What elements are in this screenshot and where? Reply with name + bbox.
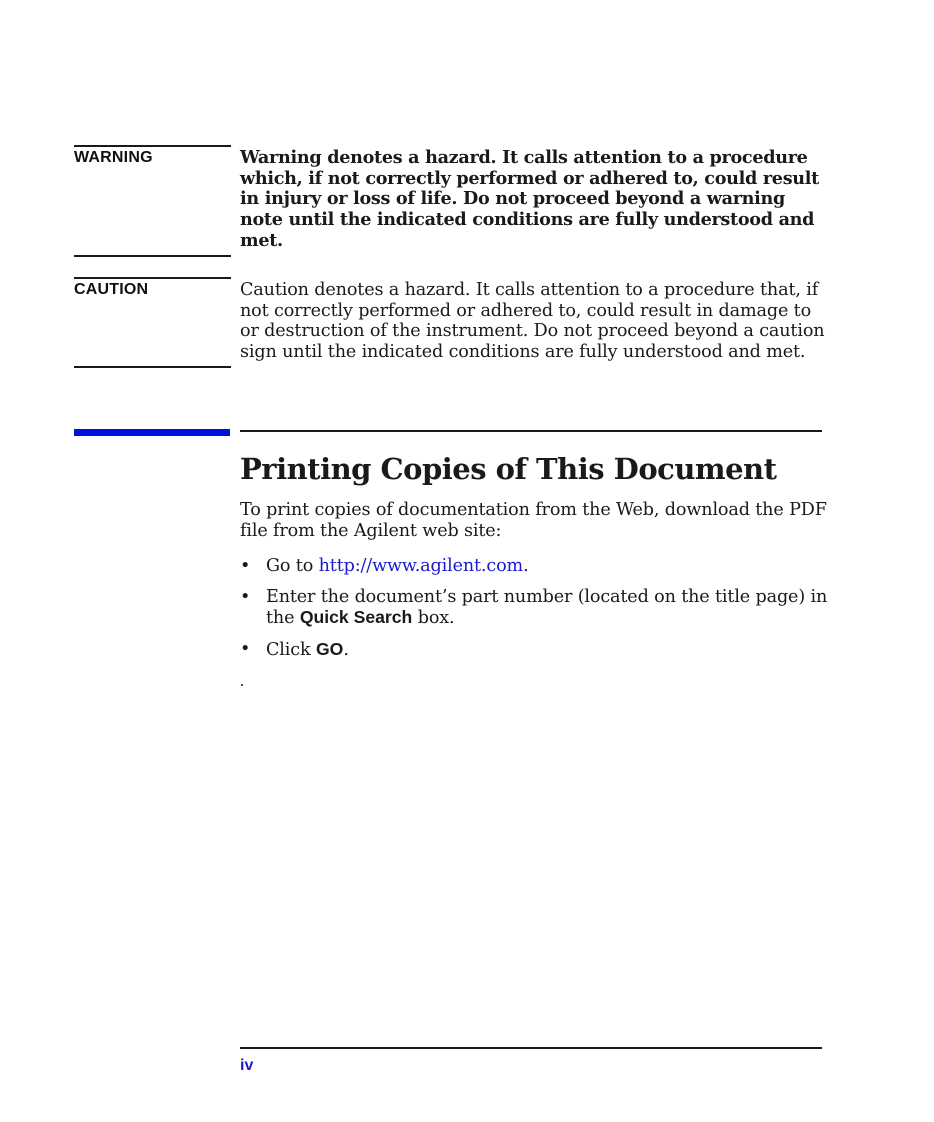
bullet-icon: •: [240, 556, 251, 576]
caution-top-rule: [74, 277, 231, 279]
stray-mark: [241, 684, 243, 686]
section-title: Printing Copies of This Document: [240, 452, 777, 486]
warning-label: WARNING: [74, 149, 153, 166]
caution-label: CAUTION: [74, 281, 149, 298]
go-term: GO: [315, 639, 344, 660]
list-item-prefix: Click: [266, 640, 316, 661]
list-item: [240, 587, 830, 629]
quick-search-term: Quick Search: [299, 607, 413, 628]
instruction-list: [240, 556, 830, 671]
list-item-prefix: Enter the document’s part number (located on the title page) in the: [266, 586, 828, 629]
list-item: [240, 556, 830, 577]
section-top-rule: [240, 430, 822, 432]
bullet-icon: •: [240, 639, 251, 660]
list-item-suffix: box.: [412, 608, 455, 629]
page-number: iv: [240, 1057, 254, 1074]
list-item-prefix: Go to: [266, 556, 319, 576]
agilent-website-link[interactable]: http://www.agilent.com: [318, 556, 524, 576]
warning-bottom-rule: [74, 255, 231, 257]
warning-top-rule: [74, 145, 231, 147]
section-intro: To print copies of documentation from the Web, download the PDF file from the Agilent web site:: [240, 500, 827, 541]
section-accent-bar: [74, 429, 230, 436]
caution-text: Caution denotes a hazard. It calls attention to a procedure that, if not correctly performed or adhered to, could result in damage to or destruction of the instrument. Do not proceed beyond a caution sign until the indicated conditions are fully understood and met.: [240, 280, 825, 363]
bullet-icon: •: [240, 586, 251, 607]
list-item: [240, 639, 830, 661]
list-item-suffix: .: [343, 640, 349, 661]
caution-bottom-rule: [74, 366, 231, 368]
list-item-suffix: .: [523, 556, 529, 576]
warning-text: Warning denotes a hazard. It calls attention to a procedure which, if not correctly performed or adhered to, could result in injury or loss of life. Do not proceed beyond a warning note until the indicated conditions are fully understood and met.: [240, 147, 819, 251]
footer-rule: [240, 1047, 822, 1049]
